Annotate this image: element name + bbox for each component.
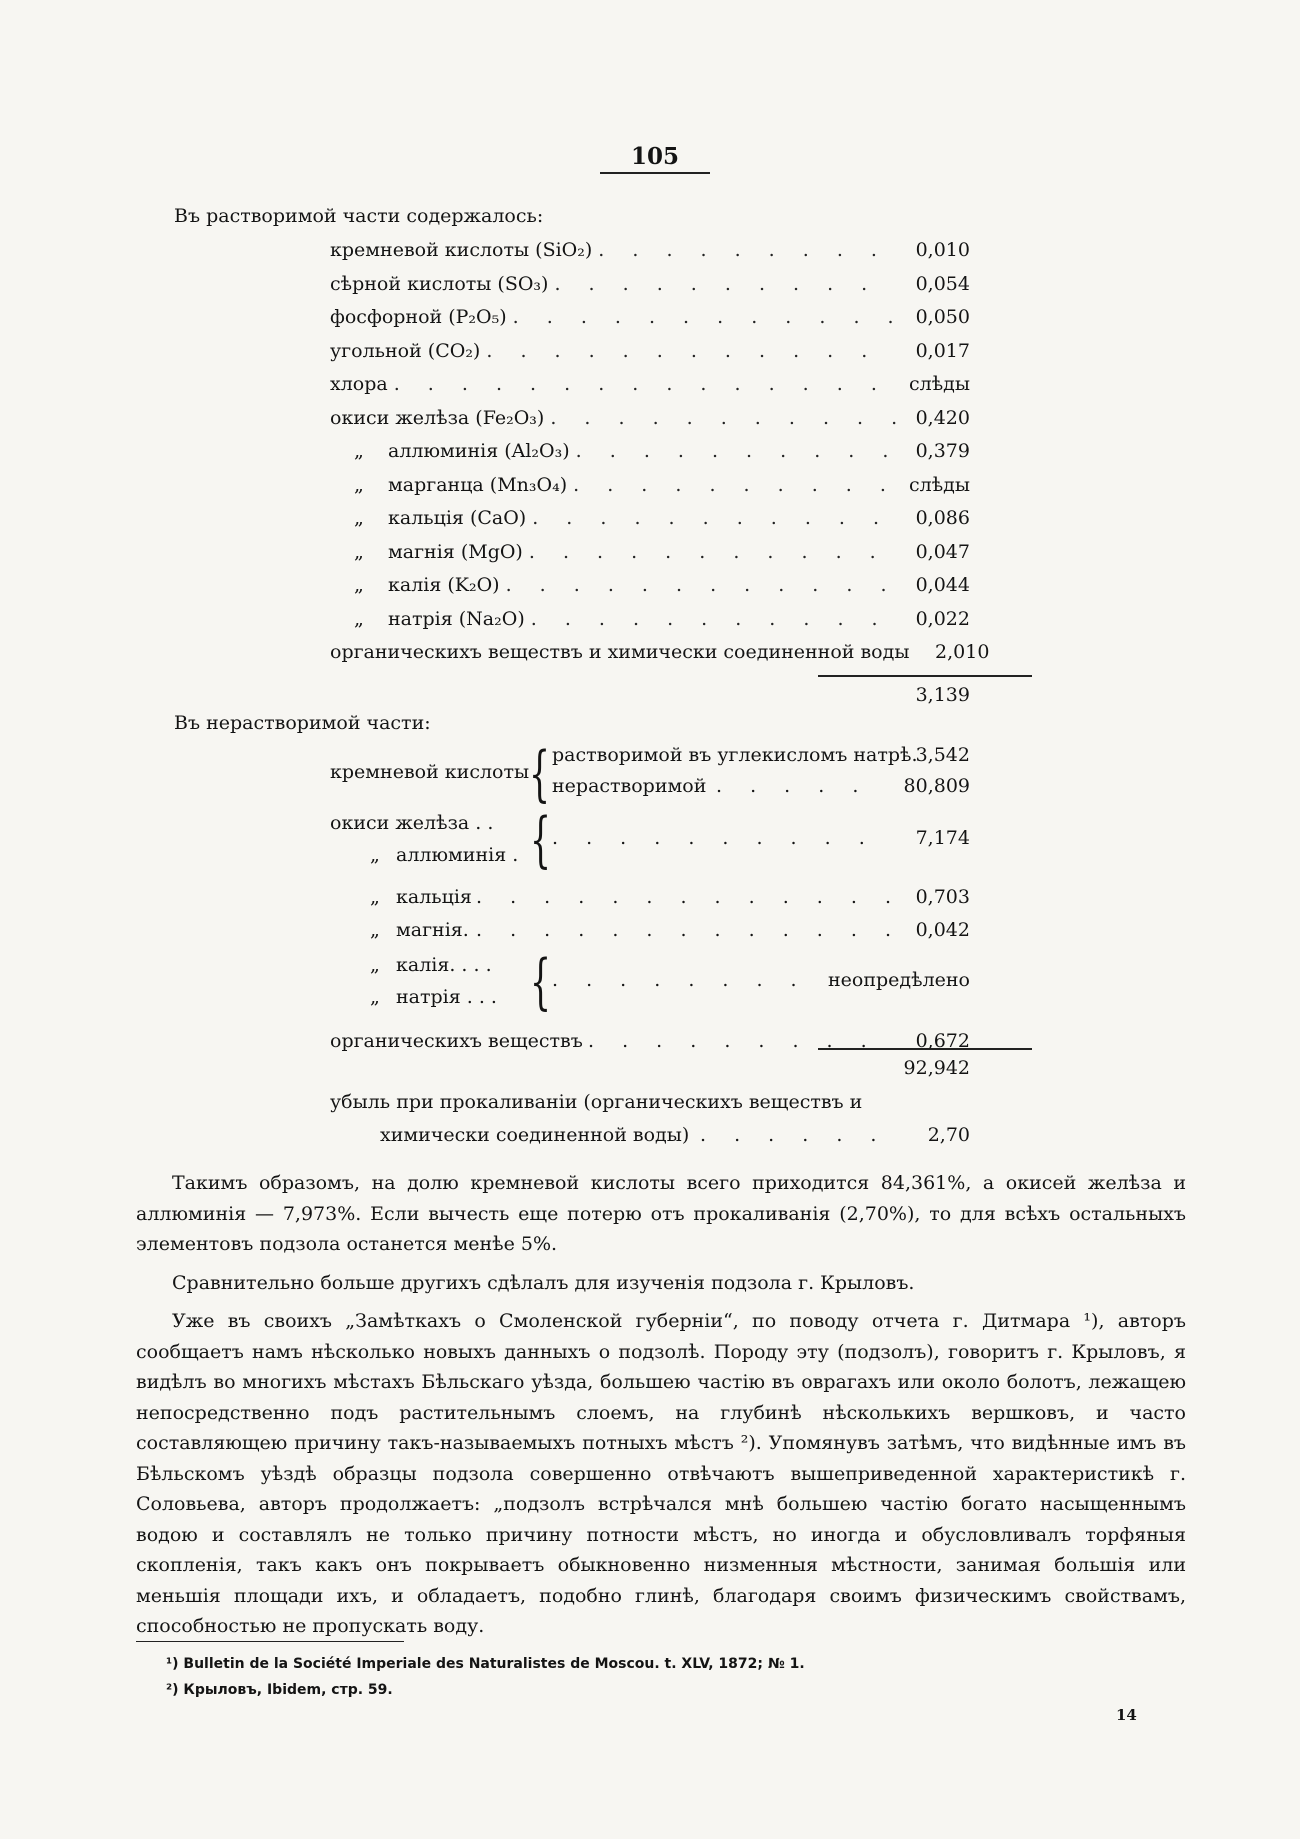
ditto-mark: „ [354, 574, 364, 596]
k-na-dots [552, 969, 812, 991]
ditto-mark: „ [354, 440, 364, 462]
dot-leader [394, 368, 896, 402]
sum-rule-2 [818, 1048, 1032, 1050]
loss-line-1: убыль при прокаливаніи (органическихъ веществъ и [330, 1091, 863, 1113]
soluble-row-value: слѣды [909, 373, 970, 395]
iron-label: окиси желѣза . . [330, 812, 494, 834]
soluble-row-text: хлора [330, 373, 388, 395]
dot-leader [531, 603, 896, 637]
soluble-row-label [330, 268, 548, 302]
soluble-row-text: марганца (Mn₃O₄) [388, 473, 568, 496]
sodium-label: натрія . . . [396, 986, 497, 1008]
soluble-row-text: кремневой кислоты (SiO₂) [330, 239, 593, 261]
k-na-value: неопредѣлено [828, 969, 970, 991]
dot-leader [529, 536, 896, 570]
soluble-row-text: кальція (CaO) [388, 507, 527, 529]
loss-value: 2,70 [927, 1124, 970, 1146]
soluble-row-value: 0,050 [915, 306, 970, 328]
magnesium-label: магнія. [396, 919, 469, 941]
page-number: 105 [600, 143, 710, 174]
magnesium-ditto: „ [370, 919, 380, 941]
soluble-row-text: угольной (CO₂) [330, 339, 481, 362]
soluble-row-label [330, 402, 544, 436]
soluble-row-value: 0,047 [915, 540, 970, 563]
ditto-mark: „ [354, 540, 364, 563]
insoluble-heading: Въ нерастворимой части: [174, 712, 431, 734]
paragraph-1: Такимъ образомъ, на долю кремневой кислоты всего приходится 84,361%, а окисей желѣза и аллюминія — 7,973%. Если вычесть еще потерю отъ прокаливанія (2,70%), то для всѣхъ остальныхъ элементовъ подзола останется менѣе 5%. [136, 1172, 1186, 1255]
soluble-row-value: 0,017 [915, 339, 970, 362]
soluble-row [330, 536, 970, 570]
soluble-row [330, 268, 970, 302]
soluble-row-text: натрія (Na₂O) [388, 607, 525, 630]
dot-leader [550, 402, 896, 436]
soluble-organic-row-wrap [330, 636, 990, 670]
body-text [136, 1168, 1186, 1642]
dot-leader [532, 502, 896, 536]
soluble-row-text: калія (K₂O) [388, 574, 500, 596]
soluble-row-label [330, 569, 500, 603]
insoluble-organic-label: органическихъ веществъ [330, 1030, 583, 1052]
soluble-row-value: 0,010 [915, 239, 970, 261]
brace-k-na: { [530, 947, 552, 1017]
soluble-row [330, 569, 970, 603]
soluble-row [330, 402, 970, 436]
soluble-row [330, 435, 970, 469]
ditto-mark: „ [354, 607, 364, 630]
soluble-row [330, 502, 970, 536]
sodium-ditto: „ [370, 986, 380, 1008]
brace-iron: { [530, 805, 552, 875]
soluble-row-text: окиси желѣза (Fe₂O₃) [330, 406, 545, 429]
soluble-row-text: магнія (MgO) [388, 540, 523, 563]
soluble-row-value: 0,022 [915, 607, 970, 630]
soluble-row-value: 0,054 [915, 272, 970, 295]
calcium-dots [476, 886, 892, 908]
iron-alum-value: 7,174 [915, 827, 970, 849]
alum-ditto: „ [370, 844, 380, 866]
soluble-row-label [330, 435, 570, 469]
soluble-organic-value: 2,010 [935, 641, 990, 663]
soluble-row-label [330, 234, 592, 268]
silica-soluble-value: 3,542 [915, 744, 970, 766]
footnote-1: ¹) Bulletin de la Société Imperiale des Naturalistes de Moscou. t. XLV, 1872; № 1. [166, 1656, 805, 1672]
ditto-mark: „ [354, 473, 364, 496]
soluble-row-label [330, 502, 526, 536]
insoluble-organic-value: 0,672 [915, 1030, 970, 1052]
paragraph-2: Сравнительно больше другихъ сдѣлалъ для изученія подзола г. Крыловъ. [172, 1271, 915, 1294]
potassium-ditto: „ [370, 954, 380, 976]
calcium-ditto: „ [370, 886, 380, 908]
soluble-row [330, 368, 970, 402]
soluble-total: 3,139 [915, 684, 970, 706]
dot-leader [573, 469, 896, 503]
dot-leader [486, 335, 896, 369]
iron-dots [552, 827, 892, 849]
dot-leader [554, 268, 896, 302]
sum-rule [818, 675, 1032, 677]
calcium-label: кальція [396, 886, 472, 908]
soluble-row-value: 0,379 [915, 440, 970, 462]
soluble-row-value: слѣды [909, 473, 970, 496]
soluble-heading: Въ растворимой части содержалось: [174, 205, 544, 227]
soluble-row-value: 0,420 [915, 406, 970, 429]
soluble-row-value: 0,086 [915, 507, 970, 529]
silica-insoluble-label: нерастворимой [552, 775, 707, 797]
soluble-row [330, 234, 970, 268]
footnote-rule [136, 1641, 404, 1642]
brace-silica: { [529, 739, 551, 809]
soluble-row-label [330, 536, 523, 570]
soluble-row [330, 469, 970, 503]
soluble-table [330, 234, 970, 636]
calcium-value: 0,703 [915, 886, 970, 908]
soluble-row [330, 301, 970, 335]
footnote-2: ²) Крыловъ, Ibidem, стр. 59. [166, 1682, 393, 1698]
alum-label: аллюминія . [396, 844, 519, 866]
soluble-row-text: сѣрной кислоты (SO₃) [330, 272, 549, 295]
soluble-row [330, 603, 970, 637]
dot-leader [513, 301, 896, 335]
silica-insoluble-value: 80,809 [903, 775, 970, 797]
soluble-row-text: фосфорной (P₂O₅) [330, 306, 507, 328]
soluble-organic-label: органическихъ веществъ и химически соединенной воды [330, 641, 910, 663]
dot-leader [576, 435, 896, 469]
signature-mark: 14 [1116, 1706, 1137, 1724]
soluble-row-label [330, 603, 525, 637]
ditto-mark: „ [354, 507, 364, 529]
soluble-row-label [330, 469, 567, 503]
potassium-label: калія. . . . [396, 954, 492, 976]
silica-label: кремневой кислоты [330, 761, 530, 783]
magnesium-dots [476, 919, 892, 941]
loss-line-2: химически соединенной воды) [380, 1124, 690, 1146]
silica-dots [716, 775, 888, 797]
magnesium-value: 0,042 [915, 919, 970, 941]
dot-leader [598, 234, 896, 268]
dot-leader [506, 569, 896, 603]
paragraph-3: Уже въ своихъ „Замѣткахъ о Смоленской губерніи“, по поводу отчета г. Дитмара ¹), авторъ сообщаетъ намъ нѣсколько новыхъ данныхъ о подзолѣ. Породу эту (подзолъ), говоритъ г. Крыловъ, я видѣлъ во многихъ мѣстахъ Бѣльскаго уѣзда, большею частію въ оврагахъ или около болотъ, лежащею непосредственно подъ растительнымъ слоемъ, на глубинѣ нѣсколькихъ вершковъ, и часто составляющею причину такъ-называемыхъ потныхъ мѣстъ ²). Упомянувъ затѣмъ, что видѣнные имъ въ Бѣльскомъ уѣздѣ образцы подзола совершенно отвѣчаютъ вышеприведенной характеристикѣ г. Соловьева, авторъ продолжаетъ: „подзолъ встрѣчался мнѣ большею частію богато насыщеннымъ водою и составлялъ не только причину потности мѣстъ, но иногда и обусловливалъ торфяныя скопленія, такъ какъ онъ покрываетъ обыкновенно низменныя мѣстности, занимая большія или меньшія площади ихъ, и обладаетъ, подобно глинѣ, благодаря своимъ физическимъ свойствамъ, способностью не пропускать воду. [136, 1310, 1186, 1637]
insoluble-total: 92,942 [903, 1057, 970, 1079]
soluble-row [330, 335, 970, 369]
soluble-row-label [330, 335, 480, 369]
soluble-row-text: аллюминія (Al₂O₃) [388, 440, 570, 462]
soluble-row-label [330, 301, 507, 335]
soluble-organic-row [330, 636, 990, 670]
soluble-row-label [330, 368, 388, 402]
silica-soluble-label: растворимой въ углекисломъ натрѣ. [552, 744, 918, 766]
soluble-row-value: 0,044 [915, 574, 970, 596]
